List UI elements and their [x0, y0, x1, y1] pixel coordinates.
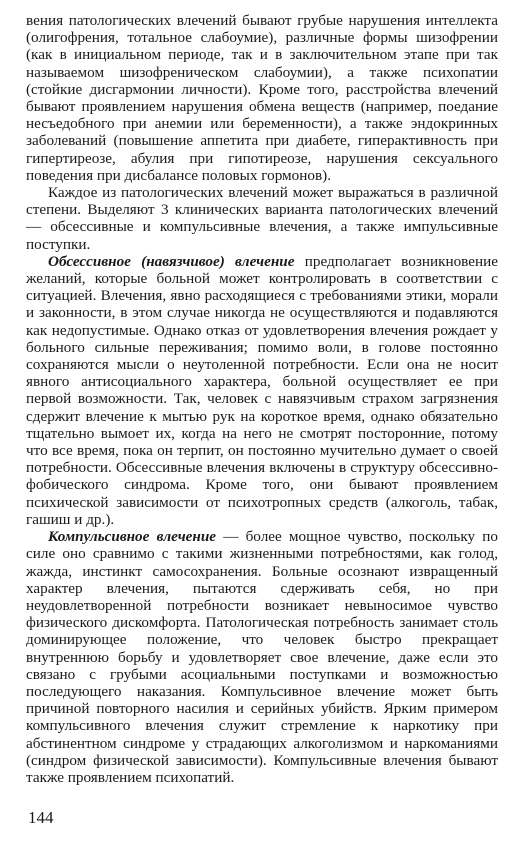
paragraph-text: Каждое из патологических влечений может выражаться в различной степени. Выделяют 3 клинических варианта патологических влечений — обсессивные и компульсивные влечения, а также импульсивные поступки.	[26, 184, 498, 253]
term-obsessive-drive: Обсессивное (навязчивое) влечение	[48, 252, 295, 270]
paragraph-clinical-variants	[26, 184, 498, 253]
page-number: 144	[28, 808, 54, 827]
paragraph-text: вения патологических влечений бывают грубые нарушения интеллекта (олигофрения, тотальное слабоумие), различные формы шизофрении (как в инициальном периоде, так и в заключительном этапе при так называемом шизофреническом слабоумии), а также психопатии (стойкие дисгармонии личности). Кроме того, расстройства влечений бывают проявлением нарушения обмена веществ (например, поедание несъедобного при анемии или беременности), а также эндокринных заболеваний (повышение аппетита при диабете, гиперактивность при гипертиреозе, абулия при гипотиреозе, нарушения сексуального поведения при дисбалансе половых гормонов).	[26, 12, 498, 184]
paragraph-text: — более мощное чувство, поскольку по силе оно сравнимо с такими жизненными потребностями, как голод, жажда, инстинкт самосохранения. Больные осознают извращенный характер влечения, пытаются сдерживать себя, но при неудовлетворенной потребности возникает невыносимое чувство физического дискомфорта. Патологическая потребность занимает столь доминирующее положение, что человек быстро прекращает внутреннюю борьбу и удовлетворяет свое влечение, даже если это связано с грубыми асоциальными поступками и возможностью последующего наказания. Компульсивное влечение может быть причиной повторного насилия и серийных убийств. Ярким примером компульсивного влечения служит стремление к наркотику при абстинентном синдроме у страдающих алкоголизмом и наркоманиями (синдром физической зависимости). Компульсивные влечения бывают также проявлением психопатий.	[26, 528, 498, 786]
paragraph-continued	[26, 12, 498, 184]
paragraph-compulsive-drive	[26, 528, 498, 786]
paragraph-obsessive-drive	[26, 253, 498, 528]
paragraph-text: предполагает возникновение желаний, которые больной может контролировать в соответствии с ситуацией. Влечения, явно расходящиеся с требованиями этики, морали и законности, в этом случае никогда не осуществляются и подавляются как недопустимые. Однако отказ от удовлетворения влечения рождает у больного сильные переживания; помимо воли, в голове постоянно сохраняются мысли о неутоленной потребности. Если она не носит явного антисоциального характера, больной осуществляет ее при первой возможности. Так, человек с навязчивым страхом загрязнения сдержит влечение к мытью рук на короткое время, однако обязательно тщательно вымоет их, когда на него не смотрят посторонние, потому что все время, пока он терпит, он постоянно мучительно думает о своей потребности. Обсессивные влечения включены в структуру обсессивно-фобического синдрома. Кроме того, они бывают проявлением психической зависимости от психотропных средств (алкоголь, табак, гашиш и др.).	[26, 252, 498, 528]
term-compulsive-drive: Компульсивное влечение	[48, 528, 217, 546]
